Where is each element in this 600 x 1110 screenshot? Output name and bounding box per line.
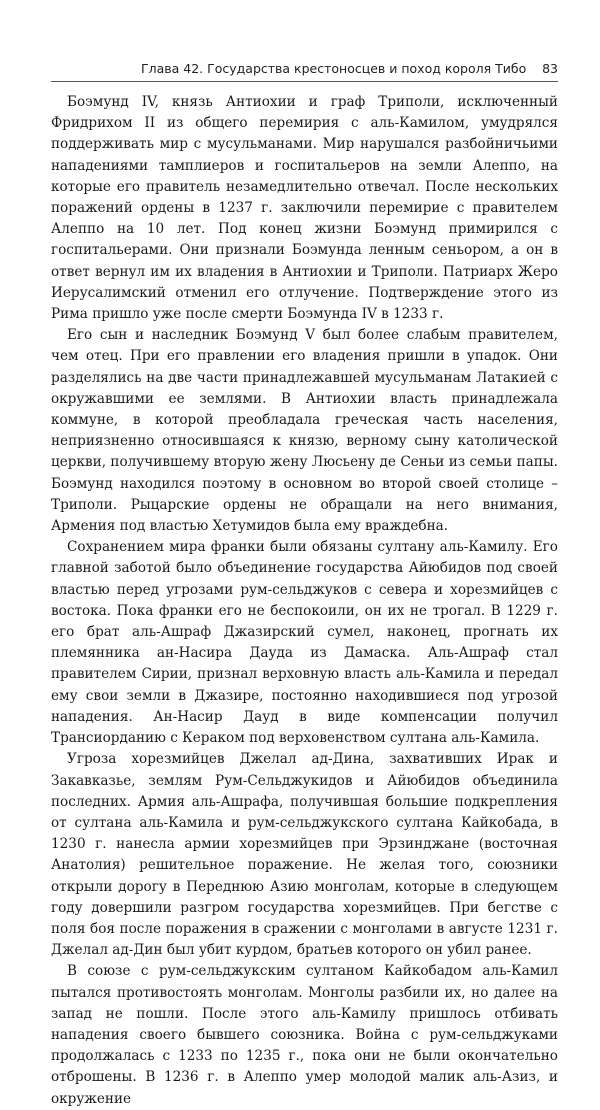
header-rule — [51, 81, 558, 82]
page-number: 83 — [542, 61, 558, 76]
paragraph: В союзе с рум-сельджукским султаном Кайкобадом аль-Камил пытался противостоять монголам. Монголы разбили их, но далее на запад не пошли. После этого аль-Камилу пришлось отбивать нападения своего бывшего союзника. Война с рум-сельджуками продолжалась с 1233 по 1235 г., пока они не были окончательно отброшены. В 1236 г. в Алеппо умер молодой малик аль-Азиз, и окружение — [51, 963, 558, 1107]
paragraph: Его сын и наследник Боэмунд V был более слабым правителем, чем отец. При его правлении его владения пришли в упадок. Они разделялись на две части принадлежавшей мусульманам Латакией с окружавшими ее землями. В Антиохии власть принадлежала коммуне, в которой преобладала греческая часть населения, неприязненно относившаяся к князю, верному сыну католической церкви, получившему вторую жену Люсьену де Сеньи из семьи папы. Боэмунд находился поэтому в основном во второй своей столице – Триполи. Рыцарские ордены не обращали на него внимания, Армения под властью Хетумидов была ему враждебна. — [51, 327, 558, 535]
running-header — [51, 60, 558, 78]
paragraph: Угроза хорезмийцев Джелал ад-Дина, захвативших Ирак и Закавказье, землям Рум-Сельджукидов и Айюбидов объединила последних. Армия аль-Ашрафа, получившая большие подкрепления от султана аль-Камила и рум-сельджукского султана Кайкобада, в 1230 г. нанесла армии хорезмийцев при Эрзинджане (восточная Анатолия) решительное поражение. Не желая того, союзники открыли дорогу в Переднюю Азию монголам, которые в следующем году довершили разгром государства хорезмийцев. При бегстве с поля боя после поражения в сражении с монголами в августе 1231 г. Джелал ад-Дин был убит курдом, братьев которого он убил ранее. — [51, 751, 558, 959]
body-text — [51, 92, 558, 1110]
paragraph: Боэмунд IV, князь Антиохии и граф Триполи, исключенный Фридрихом II из общего перемирия с аль-Камилом, умудрялся поддерживать мир с мусульманами. Мир нарушался разбойничьими нападениями тамплиеров и госпитальеров на земли Алеппо, на которые его правитель незамедлительно отвечал. После нескольких поражений ордены в 1237 г. заключили перемирие с правителем Алеппо на 10 лет. Под конец жизни Боэмунд примирился с госпитальерами. Они признали Боэмунда ленным сеньором, а он в ответ вернул им их владения в Антиохии и Триполи. Патриарх Жеро Иерусалимский отменил его отлучение. Подтверждение этого из Рима пришло уже после смерти Боэмунда IV в 1233 г. — [51, 94, 558, 323]
paragraph: Сохранением мира франки были обязаны султану аль-Камилу. Его главной заботой было объединение государства Айюбидов под своей властью перед угрозами рум-сельджуков с севера и хорезмийцев с востока. Пока франки его не беспокоили, он их не трогал. В 1229 г. его брат аль-Ашраф Джазирский сумел, наконец, прогнать их племянника ан-Насира Дауда из Дамаска. Аль-Ашраф стал правителем Сирии, признал верховную власть аль-Камила и передал ему свои земли в Джазире, постоянно находившиеся под угрозой нападения. Ан-Насир Дауд в виде компенсации получил Трансиорданию с Кераком под верховенством султана аль-Камила. — [51, 539, 558, 747]
chapter-title: Глава 42. Государства крестоносцев и поход короля Тибо — [141, 61, 527, 76]
